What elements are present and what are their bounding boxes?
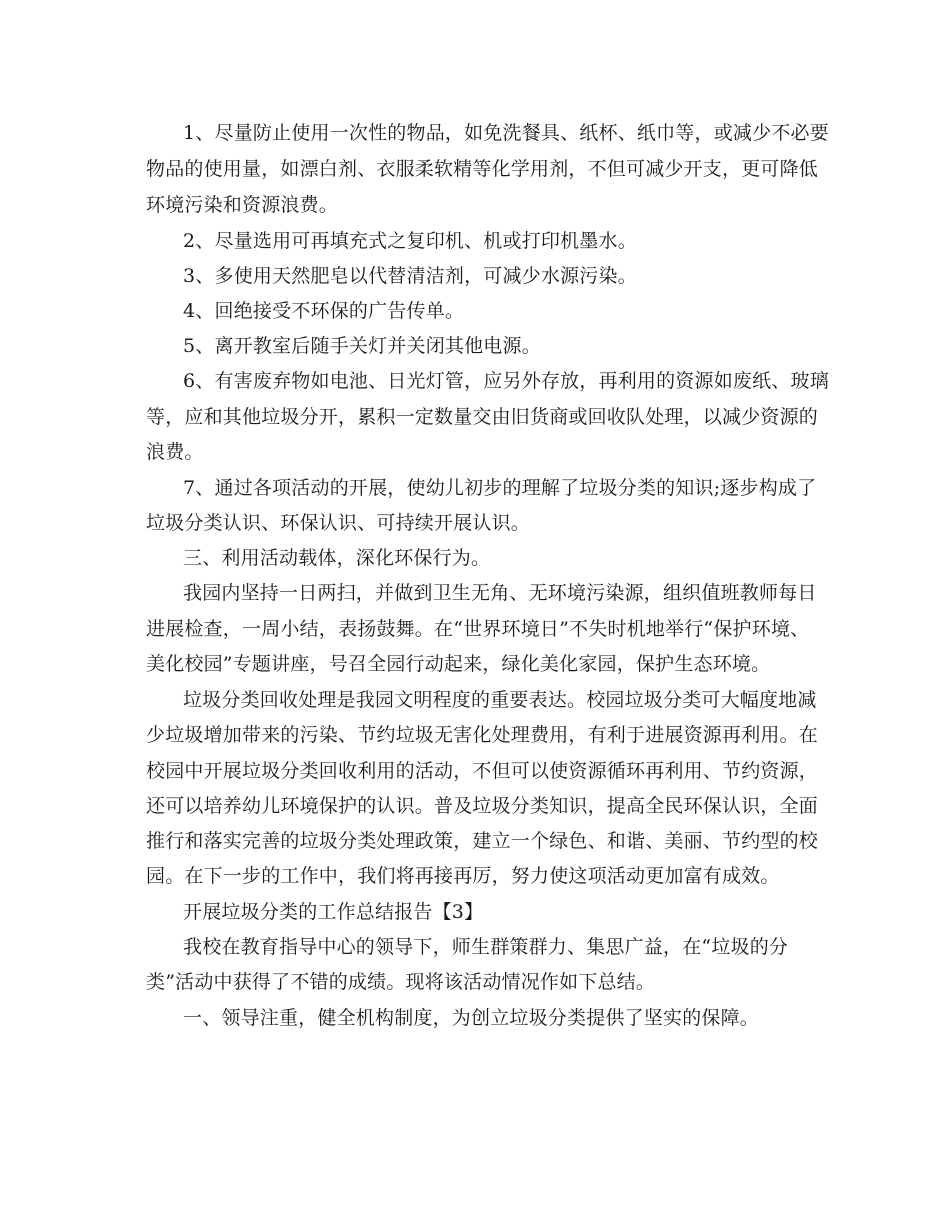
paragraph-line: 推行和落实完善的垃圾分类处理政策，建立一个绿色、和谐、美丽、节约型的校 [146,830,819,852]
section-heading: 三、利用活动载体，深化环保行为。 [183,547,491,569]
paragraph-line: 我校在教育指导中心的领导下，师生群策群力、集思广益，在“垃圾的分 [183,936,789,958]
paragraph-line: 垃圾分类回收处理是我园文明程度的重要表达。校园垃圾分类可大幅度地减 [183,689,817,711]
paragraph-line: 我园内坚持一日两扫，并做到卫生无角、无环境污染源，组织值班教师每日 [183,582,817,604]
paragraph-line: 类”活动中获得了不错的成绩。现将该活动情况作如下总结。 [146,971,656,993]
report-title: 开展垃圾分类的工作总结报告【3】 [183,901,484,923]
section-heading: 一、领导注重，健全机构制度，为创立垃圾分类提供了坚实的保障。 [183,1007,760,1029]
paragraph-line: 1、尽量防止使用一次性的物品，如免洗餐具、纸杯、纸巾等，或减少不必要 [183,122,829,144]
paragraph-line: 物品的使用量，如漂白剂、衣服柔软精等化学用剂，不但可减少开支，更可降低 [146,158,819,180]
paragraph-line: 还可以培养幼儿环境保护的认识。普及垃圾分类知识，提高全民环保认识，全面 [146,795,819,817]
paragraph-line: 园。在下一步的工作中，我们将再接再厉，努力使这项活动更加富有成效。 [146,865,780,887]
paragraph-line: 美化校园”专题讲座，号召全园行动起来，绿化美化家园，保护生态环境。 [146,653,771,675]
paragraph-line: 少垃圾增加带来的污染、节约垃圾无害化处理费用，有利于进展资源再利用。在 [146,724,819,746]
paragraph-line: 环境污染和资源浪费。 [146,194,339,216]
paragraph-line: 进展检查，一周小结，表扬鼓舞。在“世界环境日”不失时机地举行“保护环境、 [146,618,810,640]
paragraph-line: 3、多使用天然肥皂以代替清洁剂，可减少水源污染。 [183,265,637,287]
paragraph-line: 等，应和其他垃圾分开，累积一定数量交由旧货商或回收队处理，以减少资源的 [146,406,819,428]
paragraph-line: 7、通过各项活动的开展，使幼儿初步的理解了垃圾分类的知识;逐步构成了 [183,477,817,499]
paragraph-line: 2、尽量选用可再填充式之复印机、机或打印机墨水。 [183,230,637,252]
paragraph-line: 垃圾分类认识、环保认识、可持续开展认识。 [146,512,531,534]
paragraph-line: 6、有害废弃物如电池、日光灯管，应另外存放，再利用的资源如废纸、玻璃 [183,370,829,392]
paragraph-line: 浪费。 [146,441,204,463]
paragraph-line: 5、离开教室后随手关灯并关闭其他电源。 [183,335,541,357]
paragraph-line: 校园中开展垃圾分类回收利用的活动，不但可以使资源循环再利用、节约资源， [146,760,819,782]
paragraph-line: 4、回绝接受不环保的广告传单。 [183,300,465,322]
